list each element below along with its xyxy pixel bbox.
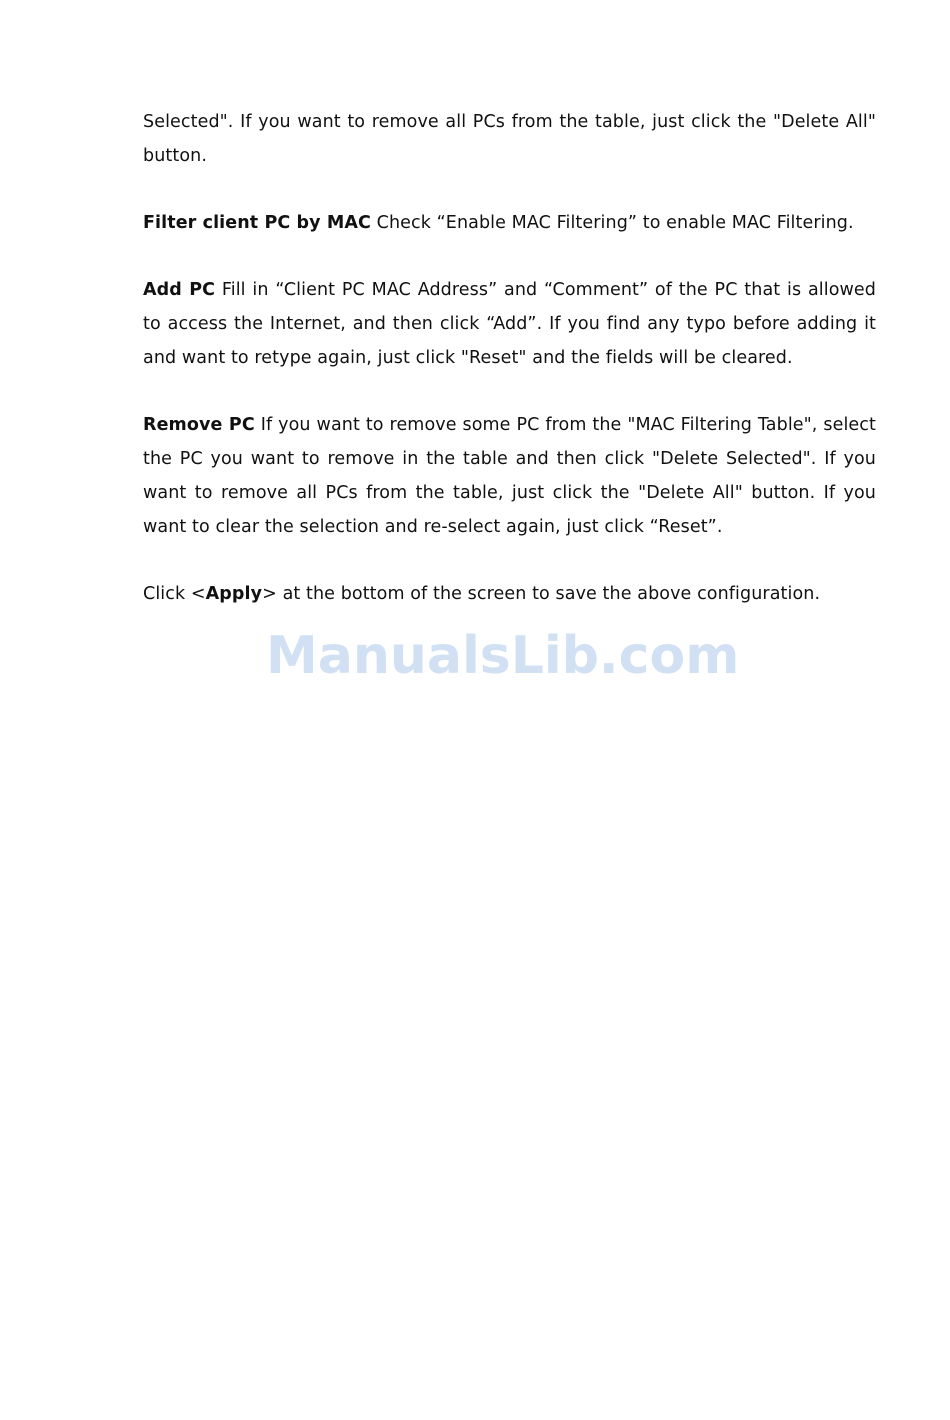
paragraph-remove-pc (143, 408, 876, 544)
paragraph-text: Fill in “Client PC MAC Address” and “Comment” of the PC that is allowed to access the Internet, and then click “Add”. If you find any typo before adding it and want to retype again, just click "Reset" and the fields will be cleared. (143, 280, 876, 368)
paragraph-apply (143, 577, 876, 611)
paragraph-suffix: > at the bottom of the screen to save the above configuration. (262, 584, 821, 604)
paragraph-add-pc (143, 273, 876, 375)
term-remove-pc: Remove PC (143, 415, 255, 435)
paragraph-gap (143, 240, 876, 273)
paragraph-text: If you want to remove some PC from the "MAC Filtering Table", select the PC you want to remove in the table and then click "Delete Selected". If you want to remove all PCs from the table, just click the "Delete All" button. If you want to clear the selection and re-select again, just click “Reset”. (143, 415, 876, 537)
watermark-logo: ManualsLib.com (266, 626, 740, 686)
paragraph-gap (143, 544, 876, 577)
document-page (143, 105, 876, 611)
term-add-pc: Add PC (143, 280, 216, 300)
paragraph-gap (143, 375, 876, 408)
paragraph-filter-client-pc (143, 206, 876, 240)
paragraph-delete-all-continued (143, 105, 876, 173)
term-apply: Apply (205, 584, 263, 604)
paragraph-gap (143, 173, 876, 206)
paragraph-text: Check “Enable MAC Filtering” to enable MAC Filtering. (370, 213, 854, 233)
paragraph-text: Selected". If you want to remove all PCs from the table, just click the "Delete All" button. (143, 112, 876, 166)
paragraph-prefix: Click < (143, 584, 206, 604)
term-filter-client-pc-by-mac: Filter client PC by MAC (143, 213, 371, 233)
